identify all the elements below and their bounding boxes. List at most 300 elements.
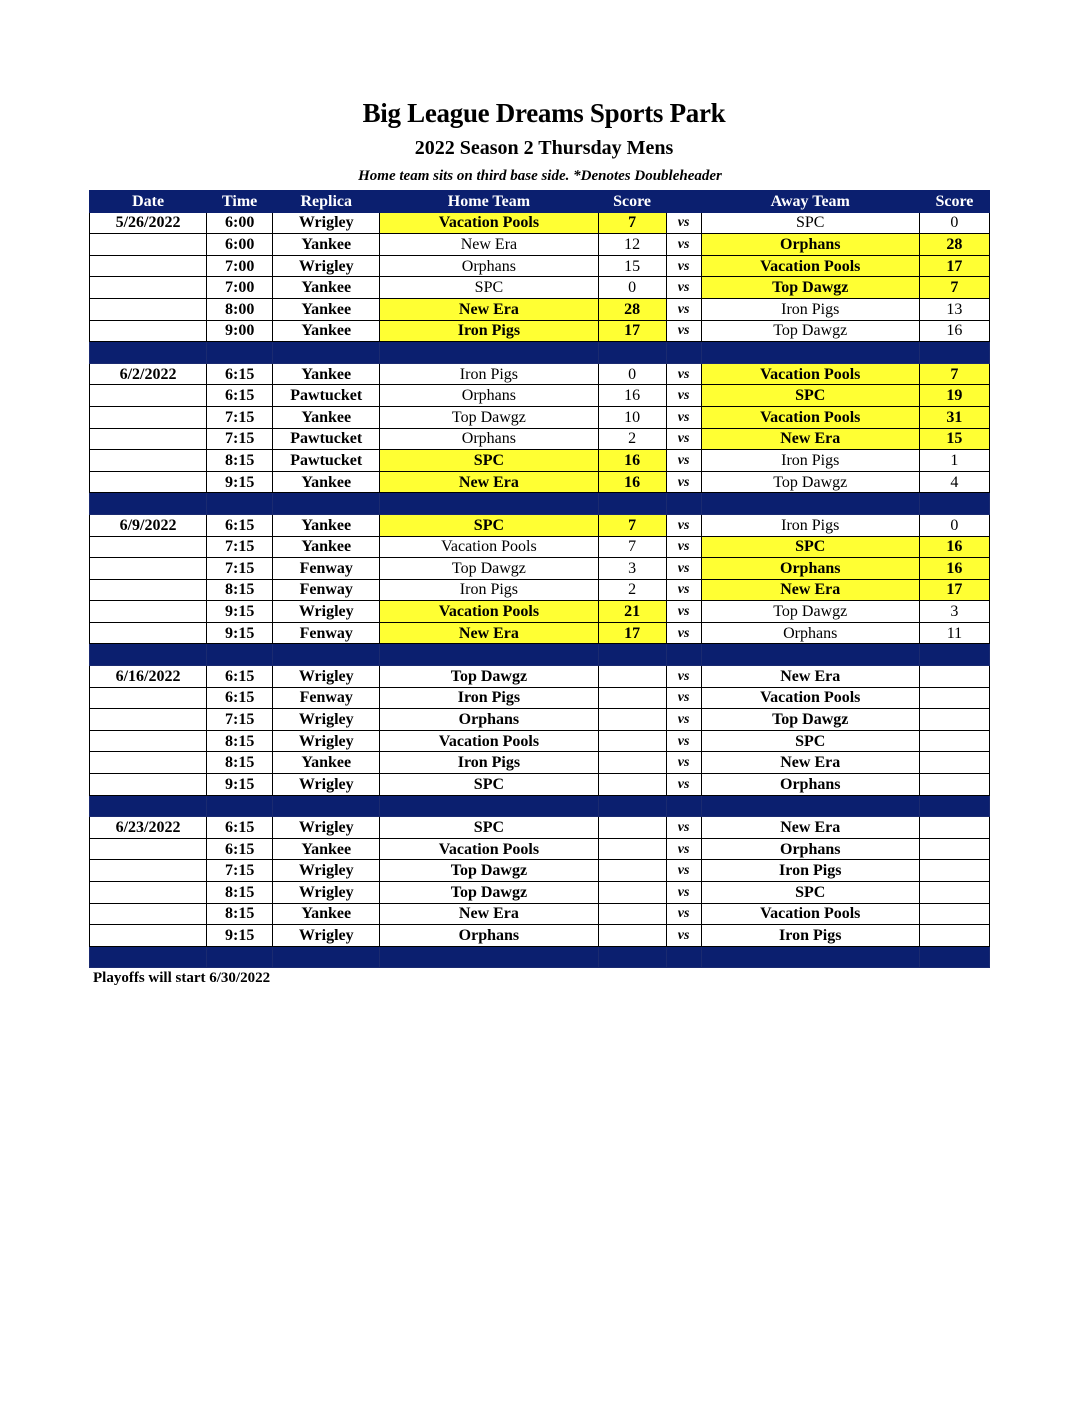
schedule-body	[90, 212, 990, 968]
separator-cell	[380, 795, 598, 817]
separator-cell	[273, 493, 380, 515]
separator-cell	[207, 644, 273, 666]
vs-cell: vs	[666, 601, 701, 623]
time-cell: 8:15	[207, 882, 273, 904]
separator-cell	[598, 795, 666, 817]
home-team-cell: Iron Pigs	[380, 363, 598, 385]
replica-cell: Yankee	[273, 536, 380, 558]
date-cell: 6/9/2022	[90, 514, 207, 536]
vs-cell: vs	[666, 471, 701, 493]
col-header-away-score: Score	[919, 191, 989, 213]
away-score-cell	[919, 730, 989, 752]
time-cell: 6:15	[207, 385, 273, 407]
away-team-cell: SPC	[701, 730, 919, 752]
replica-cell: Wrigley	[273, 212, 380, 234]
game-row	[90, 903, 990, 925]
home-score-cell: 15	[598, 255, 666, 277]
home-score-cell: 16	[598, 471, 666, 493]
home-score-cell: 3	[598, 558, 666, 580]
replica-cell: Fenway	[273, 687, 380, 709]
separator-cell	[273, 946, 380, 968]
away-team-cell: SPC	[701, 385, 919, 407]
replica-cell: Wrigley	[273, 666, 380, 688]
time-cell: 9:15	[207, 622, 273, 644]
date-cell	[90, 860, 207, 882]
away-team-cell: New Era	[701, 579, 919, 601]
col-header-vs	[666, 191, 701, 213]
home-score-cell	[598, 925, 666, 947]
home-score-cell: 21	[598, 601, 666, 623]
date-cell: 5/26/2022	[90, 212, 207, 234]
date-cell	[90, 622, 207, 644]
game-row	[90, 774, 990, 796]
col-header-home-team: Home Team	[380, 191, 598, 213]
col-header-replica: Replica	[273, 191, 380, 213]
date-cell: 6/16/2022	[90, 666, 207, 688]
header-row	[90, 191, 990, 213]
time-cell: 9:00	[207, 320, 273, 342]
home-team-cell: Top Dawgz	[380, 558, 598, 580]
away-score-cell	[919, 903, 989, 925]
away-team-cell: Vacation Pools	[701, 903, 919, 925]
home-team-cell: Iron Pigs	[380, 320, 598, 342]
time-cell: 6:15	[207, 687, 273, 709]
away-score-cell	[919, 817, 989, 839]
away-score-cell	[919, 687, 989, 709]
away-score-cell: 7	[919, 363, 989, 385]
vs-cell: vs	[666, 514, 701, 536]
away-team-cell: Orphans	[701, 558, 919, 580]
date-cell	[90, 471, 207, 493]
separator-cell	[207, 946, 273, 968]
vs-cell: vs	[666, 925, 701, 947]
time-cell: 7:15	[207, 558, 273, 580]
separator-cell	[598, 342, 666, 364]
away-team-cell: Iron Pigs	[701, 925, 919, 947]
separator-cell	[380, 493, 598, 515]
game-row	[90, 666, 990, 688]
away-team-cell: Iron Pigs	[701, 450, 919, 472]
home-score-cell: 16	[598, 450, 666, 472]
home-team-cell: New Era	[380, 471, 598, 493]
vs-cell: vs	[666, 817, 701, 839]
away-team-cell: Top Dawgz	[701, 601, 919, 623]
away-score-cell	[919, 882, 989, 904]
time-cell: 7:15	[207, 406, 273, 428]
away-team-cell: SPC	[701, 882, 919, 904]
date-cell	[90, 579, 207, 601]
date-cell	[90, 428, 207, 450]
separator-cell	[598, 493, 666, 515]
home-team-cell: Iron Pigs	[380, 687, 598, 709]
vs-cell: vs	[666, 687, 701, 709]
away-score-cell	[919, 709, 989, 731]
away-team-cell: Top Dawgz	[701, 320, 919, 342]
game-row	[90, 622, 990, 644]
week-separator-row	[90, 795, 990, 817]
col-header-away-team: Away Team	[701, 191, 919, 213]
away-score-cell: 3	[919, 601, 989, 623]
date-cell	[90, 558, 207, 580]
home-score-cell	[598, 666, 666, 688]
home-score-cell: 12	[598, 234, 666, 256]
vs-cell: vs	[666, 536, 701, 558]
date-cell	[90, 601, 207, 623]
home-score-cell	[598, 882, 666, 904]
replica-cell: Wrigley	[273, 925, 380, 947]
replica-cell: Pawtucket	[273, 385, 380, 407]
away-team-cell: New Era	[701, 817, 919, 839]
date-cell	[90, 320, 207, 342]
date-cell	[90, 774, 207, 796]
separator-cell	[666, 644, 701, 666]
game-row	[90, 363, 990, 385]
away-score-cell	[919, 752, 989, 774]
week-separator-row	[90, 946, 990, 968]
time-cell: 7:15	[207, 536, 273, 558]
away-team-cell: Vacation Pools	[701, 687, 919, 709]
home-score-cell: 28	[598, 298, 666, 320]
separator-cell	[90, 493, 207, 515]
separator-cell	[598, 644, 666, 666]
game-row	[90, 882, 990, 904]
home-team-cell: Vacation Pools	[380, 730, 598, 752]
game-row	[90, 709, 990, 731]
separator-cell	[207, 493, 273, 515]
separator-cell	[919, 946, 989, 968]
date-cell	[90, 838, 207, 860]
replica-cell: Wrigley	[273, 860, 380, 882]
game-row	[90, 234, 990, 256]
separator-cell	[380, 946, 598, 968]
date-cell	[90, 406, 207, 428]
away-team-cell: Iron Pigs	[701, 860, 919, 882]
vs-cell: vs	[666, 882, 701, 904]
replica-cell: Yankee	[273, 903, 380, 925]
away-team-cell: Orphans	[701, 774, 919, 796]
home-team-cell: Orphans	[380, 385, 598, 407]
home-team-cell: Iron Pigs	[380, 752, 598, 774]
time-cell: 7:00	[207, 255, 273, 277]
time-cell: 7:15	[207, 860, 273, 882]
replica-cell: Yankee	[273, 320, 380, 342]
game-row	[90, 320, 990, 342]
home-score-cell	[598, 709, 666, 731]
vs-cell: vs	[666, 385, 701, 407]
home-score-cell: 17	[598, 320, 666, 342]
vs-cell: vs	[666, 363, 701, 385]
game-row	[90, 298, 990, 320]
away-team-cell: Top Dawgz	[701, 277, 919, 299]
home-score-cell	[598, 903, 666, 925]
time-cell: 9:15	[207, 601, 273, 623]
game-row	[90, 536, 990, 558]
vs-cell: vs	[666, 709, 701, 731]
separator-cell	[207, 342, 273, 364]
playoffs-note: Playoffs will start 6/30/2022	[93, 970, 271, 986]
away-score-cell	[919, 860, 989, 882]
away-team-cell: Vacation Pools	[701, 406, 919, 428]
time-cell: 6:15	[207, 817, 273, 839]
home-team-cell: SPC	[380, 450, 598, 472]
away-score-cell: 19	[919, 385, 989, 407]
separator-cell	[273, 342, 380, 364]
time-cell: 8:15	[207, 450, 273, 472]
time-cell: 8:15	[207, 903, 273, 925]
away-score-cell: 31	[919, 406, 989, 428]
game-row	[90, 450, 990, 472]
vs-cell: vs	[666, 428, 701, 450]
home-team-cell: New Era	[380, 903, 598, 925]
home-team-cell: Top Dawgz	[380, 666, 598, 688]
separator-cell	[380, 644, 598, 666]
separator-cell	[598, 946, 666, 968]
date-cell	[90, 385, 207, 407]
game-row	[90, 925, 990, 947]
home-team-cell: SPC	[380, 277, 598, 299]
separator-cell	[90, 342, 207, 364]
game-row	[90, 838, 990, 860]
away-team-cell: New Era	[701, 428, 919, 450]
home-team-cell: Iron Pigs	[380, 579, 598, 601]
week-separator-row	[90, 644, 990, 666]
date-cell	[90, 687, 207, 709]
replica-cell: Wrigley	[273, 601, 380, 623]
replica-cell: Wrigley	[273, 709, 380, 731]
replica-cell: Yankee	[273, 514, 380, 536]
home-score-cell: 0	[598, 277, 666, 299]
away-score-cell: 28	[919, 234, 989, 256]
home-team-cell: Top Dawgz	[380, 406, 598, 428]
home-team-cell: Vacation Pools	[380, 212, 598, 234]
time-cell: 8:15	[207, 730, 273, 752]
away-score-cell: 1	[919, 450, 989, 472]
away-score-cell: 17	[919, 255, 989, 277]
home-team-cell: Orphans	[380, 925, 598, 947]
away-score-cell: 16	[919, 558, 989, 580]
home-score-cell	[598, 860, 666, 882]
home-score-cell: 7	[598, 212, 666, 234]
vs-cell: vs	[666, 579, 701, 601]
separator-cell	[919, 493, 989, 515]
game-row	[90, 514, 990, 536]
away-score-cell: 15	[919, 428, 989, 450]
home-team-cell: New Era	[380, 298, 598, 320]
home-score-cell	[598, 817, 666, 839]
replica-cell: Wrigley	[273, 774, 380, 796]
vs-cell: vs	[666, 406, 701, 428]
col-header-date: Date	[90, 191, 207, 213]
vs-cell: vs	[666, 277, 701, 299]
separator-cell	[919, 795, 989, 817]
replica-cell: Fenway	[273, 558, 380, 580]
replica-cell: Wrigley	[273, 255, 380, 277]
home-team-cell: Top Dawgz	[380, 882, 598, 904]
home-score-cell: 7	[598, 514, 666, 536]
home-score-cell: 10	[598, 406, 666, 428]
away-team-cell: Vacation Pools	[701, 363, 919, 385]
vs-cell: vs	[666, 774, 701, 796]
vs-cell: vs	[666, 752, 701, 774]
separator-cell	[380, 342, 598, 364]
home-score-cell	[598, 752, 666, 774]
schedule-table	[89, 190, 990, 968]
time-cell: 6:15	[207, 363, 273, 385]
separator-cell	[273, 795, 380, 817]
game-row	[90, 860, 990, 882]
home-score-cell: 17	[598, 622, 666, 644]
away-score-cell	[919, 838, 989, 860]
vs-cell: vs	[666, 622, 701, 644]
home-score-cell: 7	[598, 536, 666, 558]
date-cell: 6/2/2022	[90, 363, 207, 385]
home-team-cell: SPC	[380, 817, 598, 839]
home-team-note: Home team sits on third base side. *Denotes Doubleheader	[358, 168, 722, 184]
away-team-cell: Orphans	[701, 622, 919, 644]
home-team-cell: New Era	[380, 234, 598, 256]
replica-cell: Fenway	[273, 579, 380, 601]
away-team-cell: Iron Pigs	[701, 298, 919, 320]
home-team-cell: SPC	[380, 514, 598, 536]
time-cell: 7:15	[207, 428, 273, 450]
time-cell: 6:15	[207, 514, 273, 536]
home-team-cell: New Era	[380, 622, 598, 644]
away-score-cell: 11	[919, 622, 989, 644]
time-cell: 6:00	[207, 212, 273, 234]
away-score-cell: 16	[919, 536, 989, 558]
away-score-cell: 17	[919, 579, 989, 601]
away-team-cell: New Era	[701, 666, 919, 688]
page-subtitle: 2022 Season 2 Thursday Mens	[414, 137, 674, 159]
game-row	[90, 212, 990, 234]
separator-cell	[919, 644, 989, 666]
replica-cell: Yankee	[273, 752, 380, 774]
vs-cell: vs	[666, 903, 701, 925]
replica-cell: Yankee	[273, 234, 380, 256]
date-cell	[90, 277, 207, 299]
time-cell: 6:15	[207, 666, 273, 688]
away-team-cell: Iron Pigs	[701, 514, 919, 536]
home-score-cell: 2	[598, 579, 666, 601]
away-team-cell: SPC	[701, 536, 919, 558]
separator-cell	[701, 644, 919, 666]
date-cell	[90, 255, 207, 277]
home-score-cell	[598, 838, 666, 860]
away-score-cell: 0	[919, 514, 989, 536]
date-cell	[90, 298, 207, 320]
vs-cell: vs	[666, 730, 701, 752]
away-team-cell: Vacation Pools	[701, 255, 919, 277]
replica-cell: Yankee	[273, 838, 380, 860]
away-score-cell: 7	[919, 277, 989, 299]
replica-cell: Pawtucket	[273, 450, 380, 472]
time-cell: 7:00	[207, 277, 273, 299]
home-team-cell: Vacation Pools	[380, 536, 598, 558]
col-header-time: Time	[207, 191, 273, 213]
game-row	[90, 385, 990, 407]
date-cell	[90, 709, 207, 731]
away-team-cell: Orphans	[701, 234, 919, 256]
separator-cell	[90, 946, 207, 968]
game-row	[90, 579, 990, 601]
date-cell	[90, 234, 207, 256]
separator-cell	[701, 342, 919, 364]
separator-cell	[666, 946, 701, 968]
separator-cell	[90, 795, 207, 817]
time-cell: 9:15	[207, 925, 273, 947]
vs-cell: vs	[666, 666, 701, 688]
home-score-cell	[598, 687, 666, 709]
away-score-cell: 13	[919, 298, 989, 320]
replica-cell: Yankee	[273, 277, 380, 299]
separator-cell	[207, 795, 273, 817]
separator-cell	[701, 946, 919, 968]
game-row	[90, 601, 990, 623]
away-team-cell: Top Dawgz	[701, 709, 919, 731]
separator-cell	[666, 342, 701, 364]
time-cell: 8:00	[207, 298, 273, 320]
separator-cell	[919, 342, 989, 364]
time-cell: 8:15	[207, 579, 273, 601]
replica-cell: Yankee	[273, 298, 380, 320]
date-cell	[90, 536, 207, 558]
away-score-cell	[919, 774, 989, 796]
vs-cell: vs	[666, 234, 701, 256]
game-row	[90, 730, 990, 752]
home-team-cell: SPC	[380, 774, 598, 796]
time-cell: 9:15	[207, 471, 273, 493]
game-row	[90, 428, 990, 450]
home-team-cell: Orphans	[380, 428, 598, 450]
time-cell: 6:00	[207, 234, 273, 256]
game-row	[90, 817, 990, 839]
replica-cell: Pawtucket	[273, 428, 380, 450]
away-score-cell	[919, 925, 989, 947]
vs-cell: vs	[666, 860, 701, 882]
time-cell: 8:15	[207, 752, 273, 774]
away-score-cell: 0	[919, 212, 989, 234]
separator-cell	[701, 795, 919, 817]
separator-cell	[701, 493, 919, 515]
time-cell: 6:15	[207, 838, 273, 860]
home-team-cell: Orphans	[380, 255, 598, 277]
replica-cell: Yankee	[273, 406, 380, 428]
home-team-cell: Top Dawgz	[380, 860, 598, 882]
vs-cell: vs	[666, 212, 701, 234]
vs-cell: vs	[666, 320, 701, 342]
away-score-cell: 16	[919, 320, 989, 342]
home-score-cell: 2	[598, 428, 666, 450]
game-row	[90, 277, 990, 299]
replica-cell: Wrigley	[273, 817, 380, 839]
separator-cell	[273, 644, 380, 666]
separator-cell	[90, 644, 207, 666]
away-team-cell: Orphans	[701, 838, 919, 860]
date-cell	[90, 752, 207, 774]
vs-cell: vs	[666, 450, 701, 472]
game-row	[90, 471, 990, 493]
home-score-cell: 0	[598, 363, 666, 385]
home-team-cell: Vacation Pools	[380, 838, 598, 860]
game-row	[90, 752, 990, 774]
date-cell	[90, 882, 207, 904]
replica-cell: Fenway	[273, 622, 380, 644]
away-team-cell: New Era	[701, 752, 919, 774]
week-separator-row	[90, 493, 990, 515]
game-row	[90, 558, 990, 580]
col-header-home-score: Score	[598, 191, 666, 213]
page-title: Big League Dreams Sports Park	[362, 98, 726, 128]
